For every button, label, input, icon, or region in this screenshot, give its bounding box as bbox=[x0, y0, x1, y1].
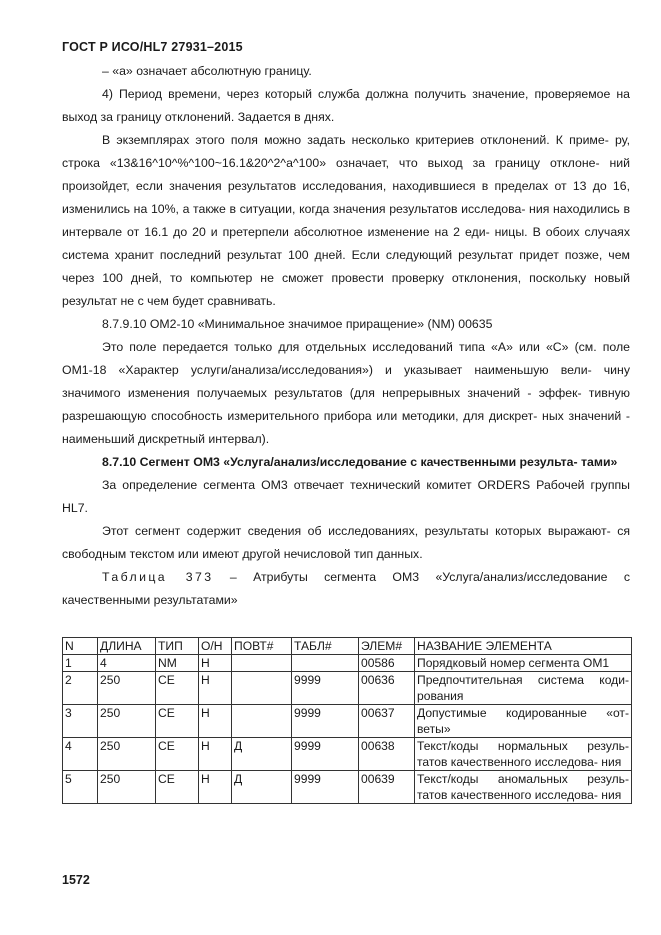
table-cell: 00636 bbox=[359, 672, 415, 705]
table-cell: 9999 bbox=[292, 705, 359, 738]
table-cell: Н bbox=[199, 655, 232, 672]
column-header: ТАБЛ# bbox=[292, 638, 359, 655]
table-cell: CE bbox=[156, 738, 199, 771]
table-cell: 3 bbox=[63, 705, 98, 738]
table-caption bbox=[62, 566, 630, 612]
column-header: О/Н bbox=[199, 638, 232, 655]
paragraph: За определение сегмента ОМ3 отвечает технический комитет ORDERS Рабочей группы HL7. bbox=[62, 478, 630, 515]
column-header: НАЗВАНИЕ ЭЛЕМЕНТА bbox=[415, 638, 632, 655]
section-heading: 8.7.9.10 ОМ2-10 «Минимальное значимое приращение» (NM) 00635 bbox=[102, 317, 493, 331]
table-cell: Д bbox=[232, 738, 292, 771]
table-cell bbox=[232, 705, 292, 738]
page-number: 1572 bbox=[62, 873, 90, 887]
column-header: ЭЛЕМ# bbox=[359, 638, 415, 655]
paragraph: 4) Период времени, через который служба должна получить значение, проверяемое на выход за границу отклонений. Задается в днях. bbox=[62, 87, 630, 124]
paragraph: В экземплярах этого поля можно задать несколько критериев отклонений. К приме- ру, строка «13&16^10^%^100~16.1&20^2^a^100» означает, что выход за границу отклоне- ний произойдет, если значения результатов исследования, находившиеся в пределах от 13 до 16, изменились на 10%, а также в ситуации, когда значения результатов исследова- ния находились в интервале от 16.1 до 20 и претерпели абсолютное изменение на 2 еди- ницы. В обоих случаях система хранит последний результат 100 дней. Если следующий результат придет позже, чем через 100 дней, то компьютер не сможет провести проверку отклонения, поскольку новый результат не с чем будет сравнивать. bbox=[62, 133, 630, 308]
table-cell: Текст/коды нормальных резуль- татов качественного исследова- ния bbox=[415, 738, 632, 771]
table-cell: Н bbox=[199, 738, 232, 771]
table-row bbox=[63, 738, 632, 771]
table-cell: Текст/коды аномальных резуль- татов качественного исследова- ния bbox=[415, 771, 632, 804]
attributes-table bbox=[62, 637, 632, 804]
table-cell: 5 bbox=[63, 771, 98, 804]
table-cell: Д bbox=[232, 771, 292, 804]
table-cell: 00639 bbox=[359, 771, 415, 804]
table-cell: Предпочтительная система коди- рования bbox=[415, 672, 632, 705]
table-caption-text: – Атрибуты сегмента ОМ3 «Услуга/анализ/исследование с качественными результатами» bbox=[62, 570, 630, 607]
table-cell: NM bbox=[156, 655, 199, 672]
column-header: ПОВТ# bbox=[232, 638, 292, 655]
table-cell: Н bbox=[199, 771, 232, 804]
table-cell: 00586 bbox=[359, 655, 415, 672]
table-cell: Н bbox=[199, 672, 232, 705]
table-cell: 00638 bbox=[359, 738, 415, 771]
table-row bbox=[63, 672, 632, 705]
paragraph: Это поле передается только для отдельных исследований типа «А» или «С» (см. поле ОМ1-18 «Характер услуги/анализа/исследования») и указывает наименьшую вели- чину значимого изменения получаемых результатов (для непрерывных значений - эффек- тивную разрешающую способность измерительного прибора или методики, для дискрет- ных значений - наименьший дискретный интервал). bbox=[62, 340, 630, 446]
table-cell: Допустимые кодированные «от- веты» bbox=[415, 705, 632, 738]
column-header: ТИП bbox=[156, 638, 199, 655]
table-cell: CE bbox=[156, 771, 199, 804]
table-row bbox=[63, 705, 632, 738]
table-cell: 250 bbox=[98, 771, 156, 804]
table-cell: Н bbox=[199, 705, 232, 738]
table-row bbox=[63, 655, 632, 672]
table-cell: 250 bbox=[98, 672, 156, 705]
table-cell bbox=[232, 672, 292, 705]
table-cell: CE bbox=[156, 705, 199, 738]
section-heading: 8.7.10 Сегмент ОМ3 «Услуга/анализ/исследование с качественными результа- тами» bbox=[102, 455, 618, 469]
table-header-row bbox=[63, 638, 632, 655]
table-caption-label: Таблица 373 bbox=[102, 570, 214, 584]
paragraph: Этот сегмент содержит сведения об исследованиях, результаты которых выражают- ся свободным текстом или имеют другой нечисловой тип данных. bbox=[62, 524, 630, 561]
body-text bbox=[62, 60, 630, 612]
table-row bbox=[63, 771, 632, 804]
table-cell: 4 bbox=[98, 655, 156, 672]
table-cell: 9999 bbox=[292, 672, 359, 705]
table-cell: 1 bbox=[63, 655, 98, 672]
column-header: N bbox=[63, 638, 98, 655]
table-cell: 00637 bbox=[359, 705, 415, 738]
table-cell bbox=[232, 655, 292, 672]
table-cell: 250 bbox=[98, 705, 156, 738]
document-header: ГОСТ Р ИСО/HL7 27931–2015 bbox=[62, 40, 243, 54]
table-cell: 4 bbox=[63, 738, 98, 771]
table-cell: 9999 bbox=[292, 771, 359, 804]
table-cell: CE bbox=[156, 672, 199, 705]
table-cell: 2 bbox=[63, 672, 98, 705]
table-cell bbox=[292, 655, 359, 672]
table-cell: 250 bbox=[98, 738, 156, 771]
column-header: ДЛИНА bbox=[98, 638, 156, 655]
table-cell: 9999 bbox=[292, 738, 359, 771]
paragraph: – «а» означает абсолютную границу. bbox=[102, 64, 312, 78]
table-cell: Порядковый номер сегмента ОМ1 bbox=[415, 655, 632, 672]
